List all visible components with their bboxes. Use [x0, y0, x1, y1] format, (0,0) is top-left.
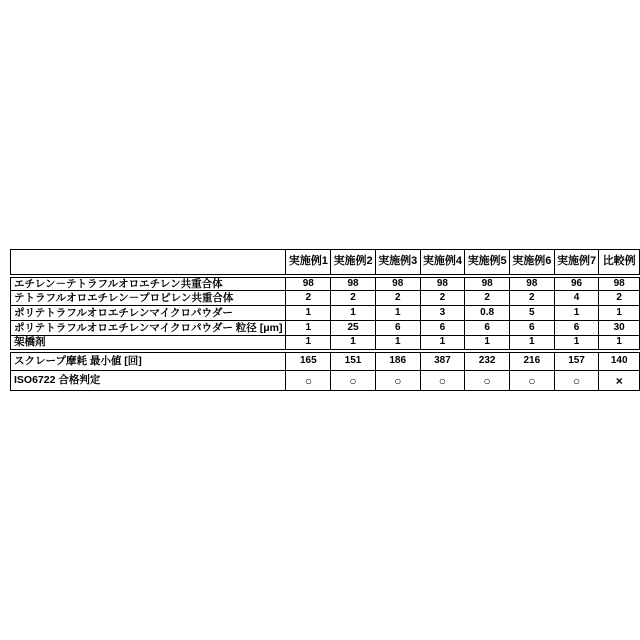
value-cell: 387: [420, 351, 465, 371]
table-row: [11, 276, 640, 291]
value-cell: 98: [420, 276, 465, 291]
results-table: [10, 249, 640, 391]
table-row: [11, 351, 640, 371]
value-cell: 1: [599, 306, 640, 321]
value-cell: 98: [599, 276, 640, 291]
value-cell: 98: [331, 276, 376, 291]
table-row: [11, 291, 640, 306]
value-cell: 1: [331, 306, 376, 321]
value-cell: ○: [420, 371, 465, 391]
column-header: 実施例2: [331, 250, 376, 276]
value-cell: ○: [554, 371, 599, 391]
value-cell: 2: [331, 291, 376, 306]
value-cell: 216: [509, 351, 554, 371]
value-cell: 1: [554, 306, 599, 321]
column-header: 実施例1: [286, 250, 331, 276]
table-body: [11, 276, 640, 391]
table-row: [11, 371, 640, 391]
value-cell: 2: [420, 291, 465, 306]
row-label: スクレープ摩耗 最小値 [回]: [11, 351, 286, 371]
value-cell: 1: [420, 336, 465, 351]
value-cell: ×: [599, 371, 640, 391]
row-label: ISO6722 合格判定: [11, 371, 286, 391]
table-row: [11, 306, 640, 321]
row-label: ポリテトラフルオロエチレンマイクロパウダー: [11, 306, 286, 321]
row-label: テトラフルオロエチレン－プロピレン共重合体: [11, 291, 286, 306]
value-cell: 1: [286, 321, 331, 336]
value-cell: 96: [554, 276, 599, 291]
row-label: エチレン－テトラフルオロエチレン共重合体: [11, 276, 286, 291]
value-cell: 1: [331, 336, 376, 351]
value-cell: 165: [286, 351, 331, 371]
value-cell: 6: [375, 321, 420, 336]
corner-cell: [11, 250, 286, 276]
value-cell: 2: [375, 291, 420, 306]
column-header: 比較例: [599, 250, 640, 276]
table-header: [11, 250, 640, 276]
value-cell: 25: [331, 321, 376, 336]
value-cell: ○: [375, 371, 420, 391]
table-row: [11, 321, 640, 336]
value-cell: 30: [599, 321, 640, 336]
value-cell: 1: [599, 336, 640, 351]
row-label: 架橋剤: [11, 336, 286, 351]
column-header: 実施例5: [465, 250, 510, 276]
column-header: 実施例6: [509, 250, 554, 276]
value-cell: 98: [465, 276, 510, 291]
row-label: ポリテトラフルオロエチレンマイクロパウダー 粒径 [μm]: [11, 321, 286, 336]
value-cell: 2: [465, 291, 510, 306]
column-header: 実施例4: [420, 250, 465, 276]
value-cell: ○: [465, 371, 510, 391]
table-row: [11, 336, 640, 351]
value-cell: 151: [331, 351, 376, 371]
value-cell: 98: [286, 276, 331, 291]
value-cell: 1: [509, 336, 554, 351]
value-cell: ○: [509, 371, 554, 391]
value-cell: 6: [465, 321, 510, 336]
value-cell: 2: [509, 291, 554, 306]
value-cell: 232: [465, 351, 510, 371]
value-cell: 140: [599, 351, 640, 371]
value-cell: 0.8: [465, 306, 510, 321]
value-cell: 3: [420, 306, 465, 321]
value-cell: ○: [331, 371, 376, 391]
value-cell: 5: [509, 306, 554, 321]
header-row: [11, 250, 640, 276]
value-cell: 6: [420, 321, 465, 336]
value-cell: 186: [375, 351, 420, 371]
value-cell: 6: [554, 321, 599, 336]
value-cell: 1: [375, 306, 420, 321]
value-cell: 2: [599, 291, 640, 306]
value-cell: 2: [286, 291, 331, 306]
value-cell: 1: [286, 306, 331, 321]
value-cell: 1: [286, 336, 331, 351]
value-cell: 6: [509, 321, 554, 336]
value-cell: 4: [554, 291, 599, 306]
value-cell: 1: [554, 336, 599, 351]
value-cell: ○: [286, 371, 331, 391]
value-cell: 1: [465, 336, 510, 351]
value-cell: 98: [375, 276, 420, 291]
value-cell: 1: [375, 336, 420, 351]
column-header: 実施例7: [554, 250, 599, 276]
value-cell: 157: [554, 351, 599, 371]
value-cell: 98: [509, 276, 554, 291]
column-header: 実施例3: [375, 250, 420, 276]
